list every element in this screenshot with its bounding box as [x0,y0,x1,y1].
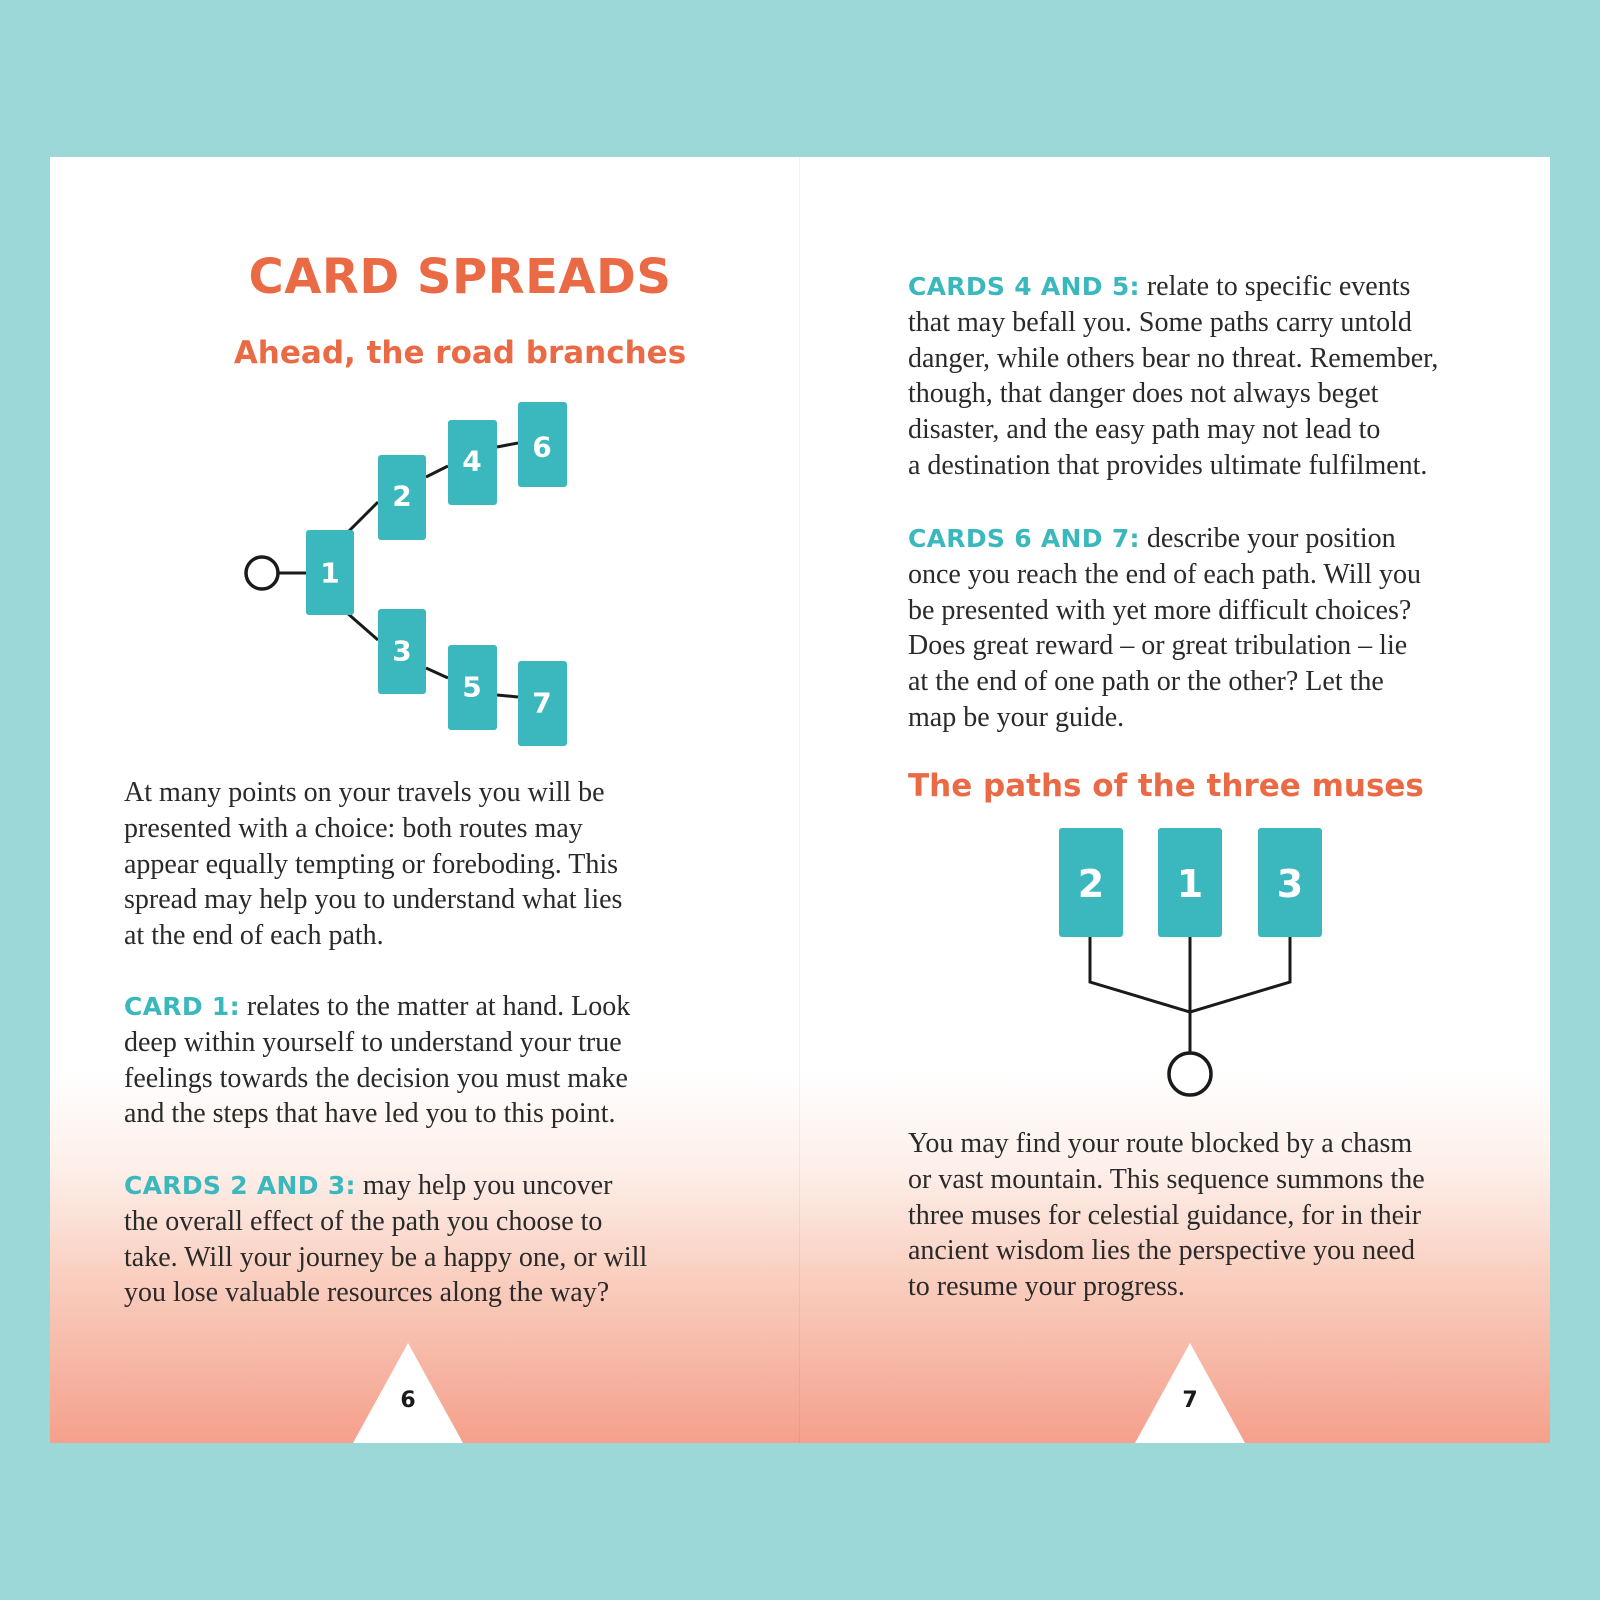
muse-card-1-number: 1 [1176,862,1204,906]
card-6-number: 6 [532,430,552,464]
page-number-marker-right [1135,1343,1245,1443]
muses-subtitle: The paths of the three muses [908,768,1424,804]
connector-line [497,443,518,447]
page-title: CARD SPREADS [248,249,672,305]
muses-paragraph: You may find your route blocked by a chasm or vast mountain. This sequence summons the three muses for celestial guidance, for in their ancient wisdom lies the perspective you need to resume your progress. [908,1128,1425,1303]
card-3 [378,609,426,694]
three-muses-diagram [1059,828,1322,1095]
page-number-7: 7 [1182,1388,1198,1413]
connector-line [346,612,378,640]
card-4 [448,420,497,505]
cards67-text: describe your position once you reach the end of each path. Will you be presented with yet more difficult choices? Does great reward – or great tribulation – lie at the end of one path or the other? Let the map be your guide. [908,523,1422,733]
start-node [1169,1053,1211,1095]
muse-card-3-number: 3 [1276,862,1304,906]
muse-card-1 [1158,828,1222,937]
card-7 [518,661,567,746]
spread-diagrams [50,157,1550,1443]
card-2 [378,455,426,540]
muse-card-2-number: 2 [1077,862,1105,906]
connector-line [426,668,448,678]
connector-line [426,466,448,477]
cards45-label: CARDS 4 AND 5: [908,272,1140,301]
card-4-number: 4 [462,444,482,478]
page-number-marker-left [353,1343,463,1443]
muse-card-2 [1059,828,1123,937]
intro-paragraph: At many points on your travels you will be presented with a choice: both routes may appear equally tempting or foreboding. This spread may help you to understand what lies at the end of each path. [124,777,623,952]
card-3-number: 3 [392,634,412,668]
card-2-number: 2 [392,479,412,513]
muse-card-3 [1258,828,1322,937]
page-number-6: 6 [400,1388,416,1413]
cards23-label: CARDS 2 AND 3: [124,1171,356,1200]
card-1-number: 1 [320,556,340,590]
card1-label: CARD 1: [124,992,240,1021]
card-7-number: 7 [532,686,552,720]
cards23-text: may help you uncover the overall effect of the path you choose to take. Will your journey be a happy one, or will you lose valuable resources along the way? [124,1170,648,1309]
book-spread [50,157,1550,1443]
cards45-text: relate to specific events that may befall you. Some paths carry untold danger, while others bear no threat. Remember, though, that danger does not always beget disaster, and the easy path may not lead to a destination that provides ultimate fulfilment. [908,271,1439,481]
card-6 [518,402,567,487]
card-5-number: 5 [462,670,482,704]
connector-line [346,502,378,534]
branches-subtitle: Ahead, the road branches [233,335,687,371]
card-1 [306,530,354,615]
connector-line [497,695,518,697]
cards67-label: CARDS 6 AND 7: [908,524,1140,553]
card-5 [448,645,497,730]
card1-text: relates to the matter at hand. Look deep within yourself to understand your true feelings towards the decision you must make and the steps that have led you to this point. [124,991,631,1130]
start-node [246,557,278,589]
branching-spread-diagram [246,402,567,746]
